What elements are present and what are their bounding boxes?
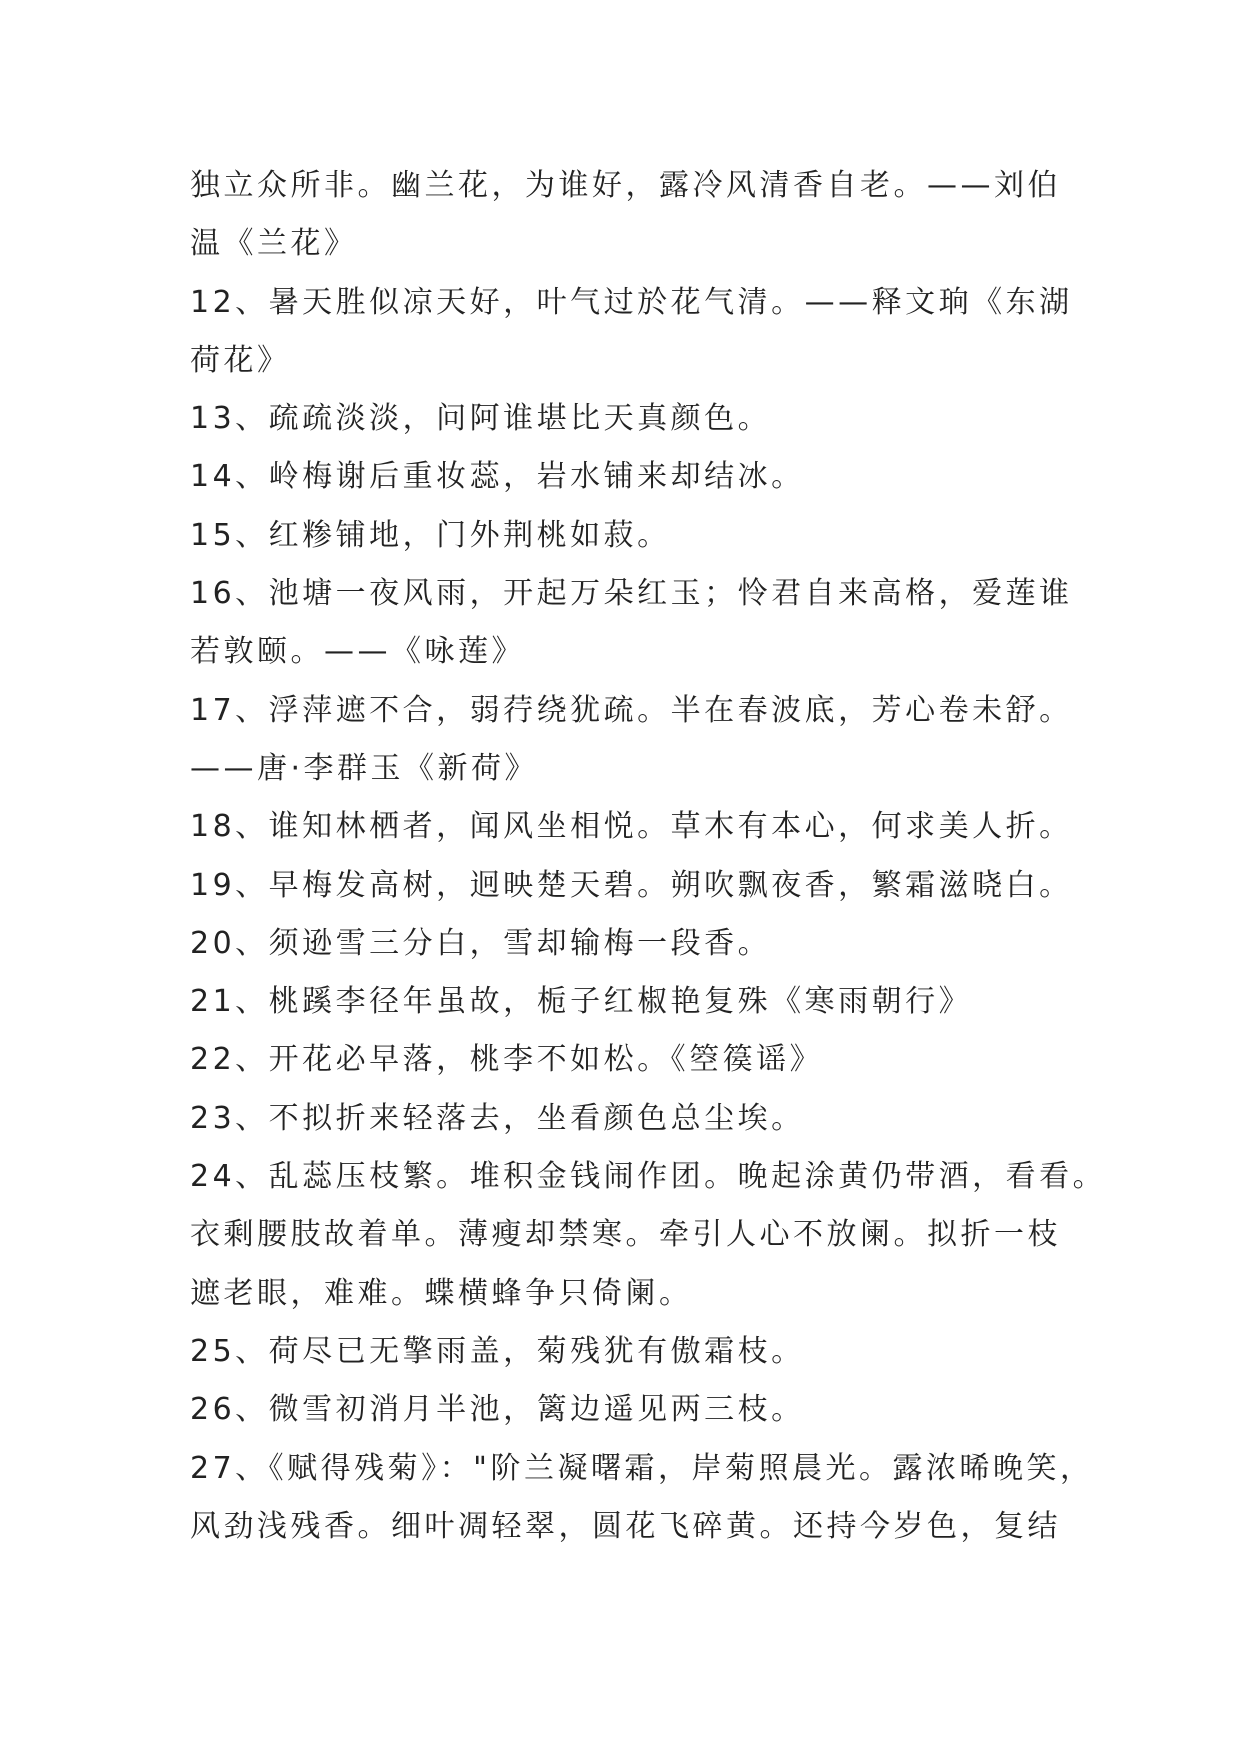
text-line: 风劲浅残香。细叶凋轻翠，圆花飞碎黄。还持今岁色，复结 — [190, 1508, 1061, 1544]
text-line: 24、乱蕊压枝繁。堆积金钱闹作团。晚起涂黄仍带酒，看看。 — [190, 1159, 1107, 1195]
text-line: 21、桃蹊李径年虽故，栀子红椒艳复殊《寒雨朝行》 — [190, 984, 973, 1020]
text-line: 衣剩腰肢故着单。薄瘦却禁寒。牵引人心不放阑。拟折一枝 — [190, 1217, 1061, 1253]
text-line: 独立众所非。幽兰花，为谁好，露冷风清香自老。——刘伯 — [190, 168, 1061, 203]
text-line: 25、荷尽已无擎雨盖，菊残犹有傲霜枝。 — [190, 1333, 805, 1369]
text-line: 19、早梅发高树，迥映楚天碧。朔吹飘夜香，繁霜滋晓白。 — [190, 867, 1073, 903]
text-line: 12、暑天胜似凉天好，叶气过於花气清。——释文珦《东湖 — [190, 284, 1073, 320]
text-line: 22、开花必早落，桃李不如松。《箜篌谣》 — [190, 1042, 824, 1078]
text-line: 16、池塘一夜风雨，开起万朵红玉；怜君自来高格，爱莲谁 — [190, 576, 1073, 612]
text-line: 17、浮萍遮不合，弱荇绕犹疏。半在春波底，芳心卷未舒。 — [190, 692, 1073, 728]
text-line: 14、岭梅谢后重妆蕊，岩水铺来却结冰。 — [190, 459, 805, 495]
text-line: 23、不拟折来轻落去，坐看颜色总尘埃。 — [190, 1100, 805, 1136]
text-line: 26、微雪初消月半池，篱边遥见两三枝。 — [190, 1392, 805, 1428]
document-body — [190, 157, 1107, 1556]
text-line: 18、谁知林栖者，闻风坐相悦。草木有本心，何求美人折。 — [190, 809, 1073, 845]
text-line: 遮老眼，难难。蝶横蜂争只倚阑。 — [190, 1275, 693, 1311]
text-line: 27、《赋得残菊》："阶兰凝曙霜，岸菊照晨光。露浓晞晚笑， — [190, 1450, 1094, 1486]
text-line: 13、疏疏淡淡，问阿谁堪比天真颜色。 — [190, 401, 772, 437]
text-line: ——唐·李群玉《新荷》 — [190, 750, 539, 786]
text-line: 温《兰花》 — [190, 226, 358, 262]
text-line: 20、须逊雪三分白，雪却输梅一段香。 — [190, 925, 772, 961]
text-line: 若敦颐。——《咏莲》 — [190, 634, 525, 670]
text-line: 15、红糁铺地，门外荆桃如菽。 — [190, 517, 671, 553]
text-line: 荷花》 — [190, 342, 291, 378]
